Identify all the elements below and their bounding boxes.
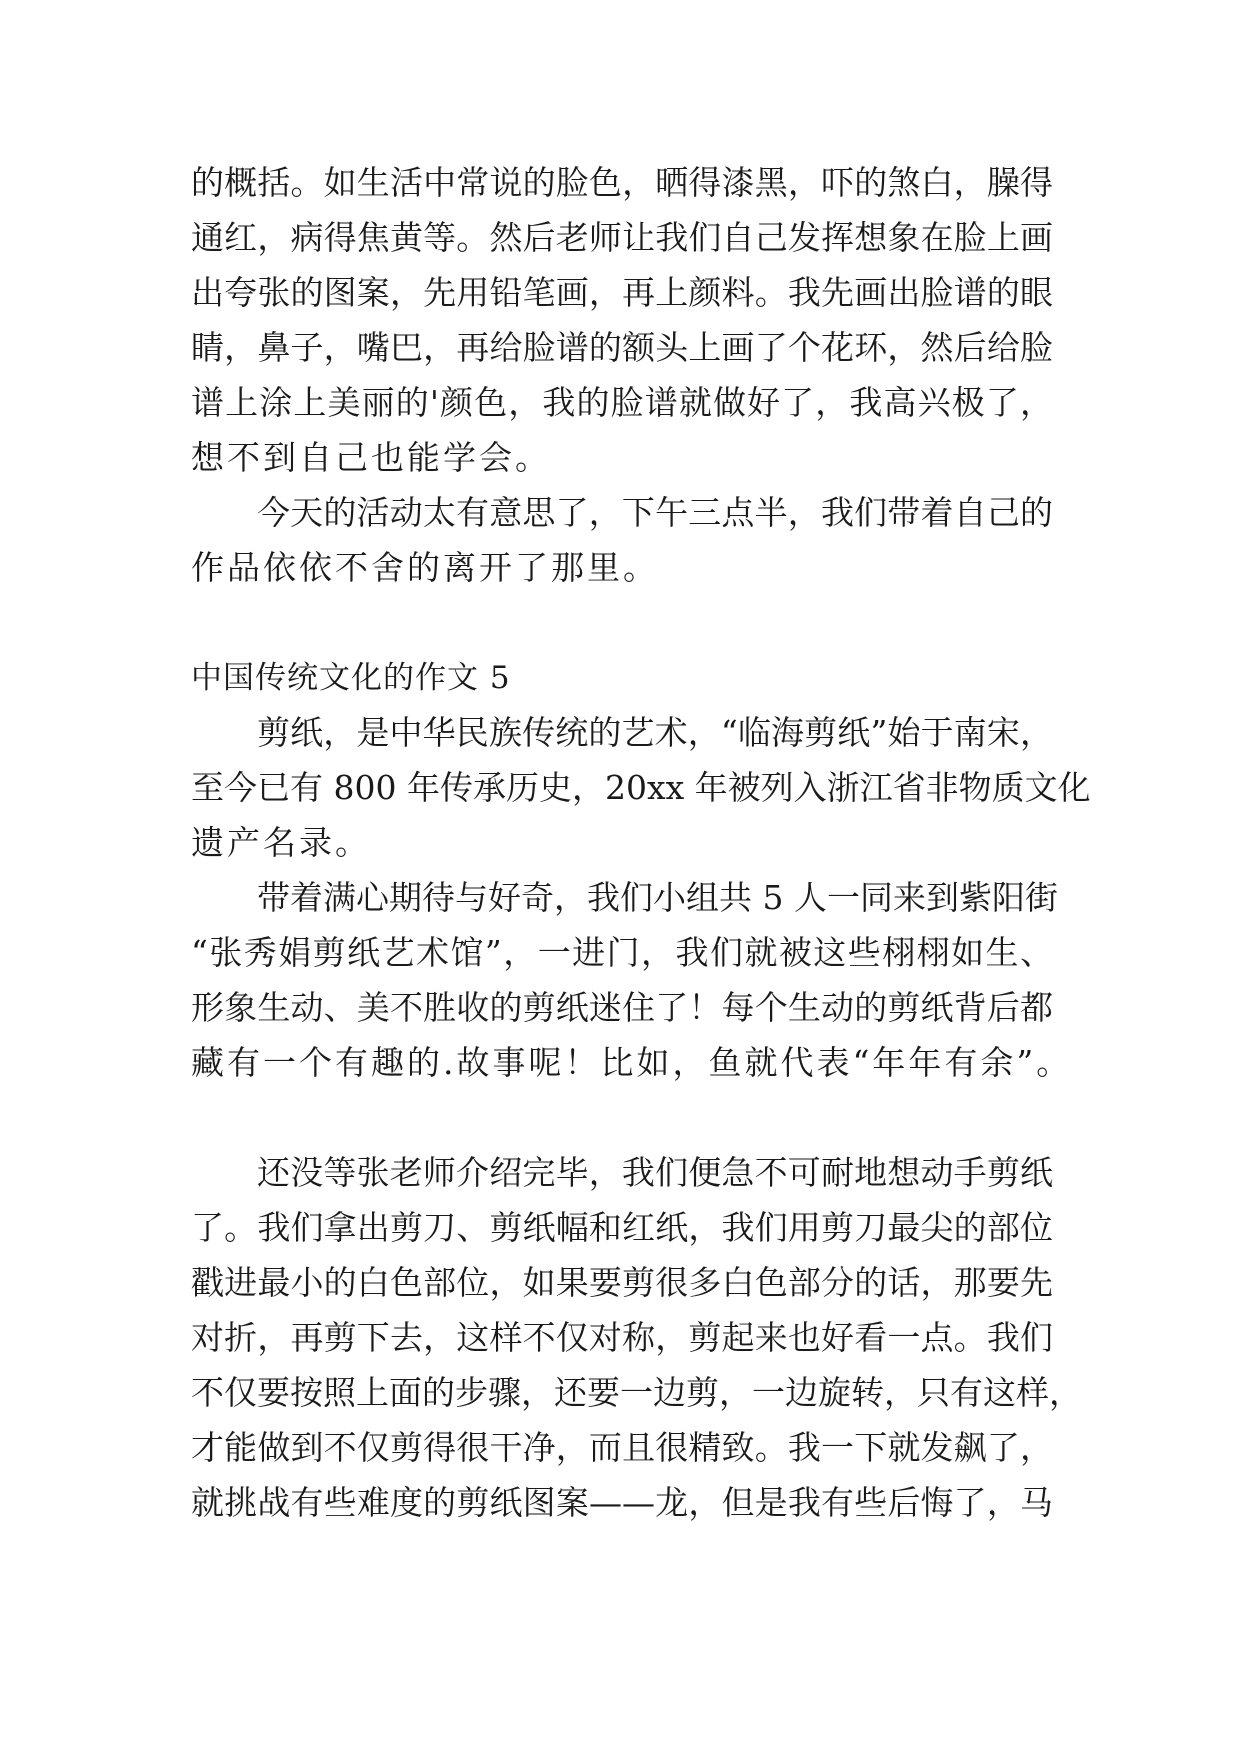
paragraph-5-line-2: 了。我们拿出剪刀、剪纸幅和红纸，我们用剪刀最尖的部位 [191, 1208, 1053, 1247]
paragraph-1-line-2: 通红，病得焦黄等。然后老师让我们自己发挥想象在脸上画 [191, 218, 1053, 257]
section-title: 中国传统文化的作文 5 [191, 660, 511, 696]
paragraph-1-line-3: 出夸张的图案，先用铅笔画，再上颜料。我先画出脸谱的眼 [191, 273, 1053, 312]
paragraph-3-line-1: 剪纸，是中华民族传统的艺术，“临海剪纸”始于南宋， [257, 713, 1053, 752]
paragraph-3-line-2: 至今已有 800 年传承历史，20xx 年被列入浙江省非物质文化 [191, 768, 1091, 807]
paragraph-3-line-3: 遗产名录。 [191, 823, 371, 862]
paragraph-1-line-1: 的概括。如生活中常说的脸色，晒得漆黑，吓的煞白，臊得 [191, 163, 1053, 202]
paragraph-5-line-6: 才能做到不仅剪得很干净，而且很精致。我一下就发飙了， [191, 1428, 1053, 1467]
paragraph-5-line-7: 就挑战有些难度的剪纸图案——龙，但是我有些后悔了，马 [191, 1483, 1053, 1522]
paragraph-1-line-5: 谱上涂上美丽的'颜色，我的脸谱就做好了，我高兴极了， [191, 383, 1053, 422]
paragraph-1-line-6: 想不到自己也能学会。 [191, 438, 551, 477]
paragraph-5-line-3: 戳进最小的白色部位，如果要剪很多白色部分的话，那要先 [191, 1263, 1053, 1302]
paragraph-4-line-2: “张秀娟剪纸艺术馆”，一进门，我们就被这些栩栩如生、 [191, 933, 1053, 972]
paragraph-1-line-4: 睛，鼻子，嘴巴，再给脸谱的额头上画了个花环，然后给脸 [191, 328, 1053, 367]
paragraph-2-line-2: 作品依依不舍的离开了那里。 [191, 548, 659, 587]
paragraph-2-line-1: 今天的活动太有意思了，下午三点半，我们带着自己的 [257, 493, 1053, 532]
paragraph-4-line-1: 带着满心期待与好奇，我们小组共 5 人一同来到紫阳街 [257, 878, 1058, 917]
paragraph-4-line-4: 藏有一个有趣的.故事呢！比如，鱼就代表“年年有余”。 [191, 1043, 1073, 1082]
paragraph-5-line-4: 对折，再剪下去，这样不仅对称，剪起来也好看一点。我们 [191, 1318, 1053, 1357]
paragraph-5-line-1: 还没等张老师介绍完毕，我们便急不可耐地想动手剪纸 [257, 1153, 1053, 1192]
paragraph-5-line-5: 不仅要按照上面的步骤，还要一边剪，一边旋转，只有这样， [191, 1373, 1082, 1412]
paragraph-4-line-3: 形象生动、美不胜收的剪纸迷住了！每个生动的剪纸背后都 [191, 988, 1053, 1027]
